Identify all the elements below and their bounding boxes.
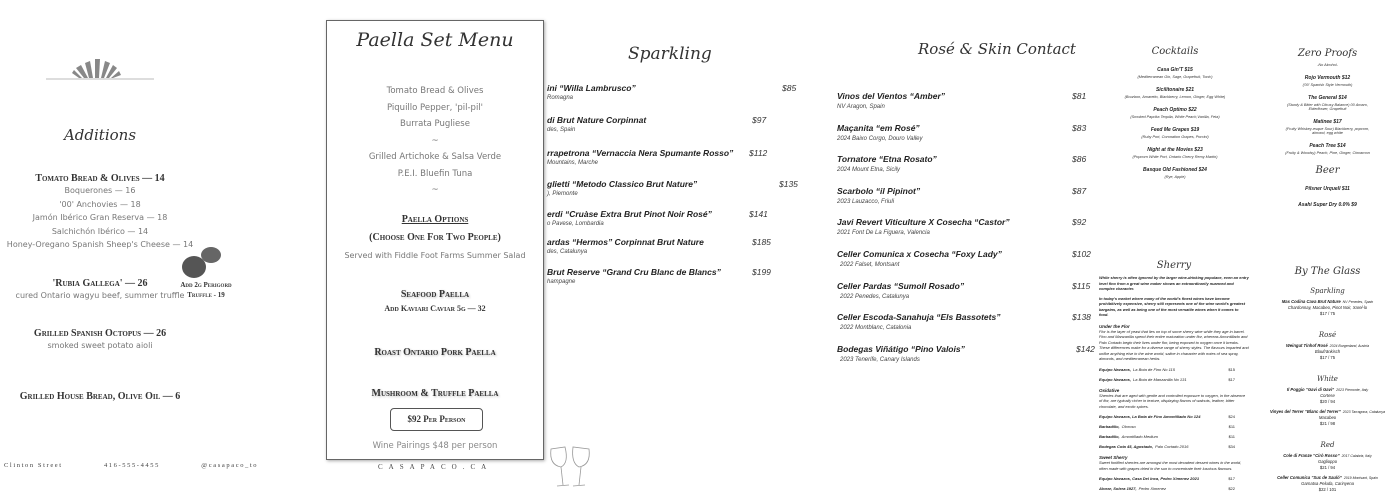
additions-list: [0, 167, 200, 402]
cocktail-desc: (Smoked Paprika Tequila, White Peach,Vanilla, Feta): [1130, 115, 1220, 119]
glass-wine: [1255, 409, 1400, 427]
sherry-wine-label: [1099, 476, 1201, 481]
sherry-producer: Bodegas Cota 45, Agostado,: [1099, 444, 1154, 449]
wine-price: $115: [1072, 280, 1091, 291]
wine-origin: 2022 Falset, Montsant: [840, 262, 900, 268]
sherry-price: $15: [1228, 366, 1235, 372]
sherry-wine-label: [1099, 444, 1188, 449]
cocktails-section: [1095, 46, 1255, 179]
wine-price: $138: [1072, 312, 1091, 323]
sherry-desc: Flor is the layer of yeast that lies on top of some sherry wine while they age in barrel. Fino and Manzanilla spend their entire maturation under flor, whereas Amontillado and Palo Cortado begin their lives under flor, being exposed to oxygen once it breaks. These differences make for a diverse range of sherry styles. The flavours imparted and unlike anything else in the wine world, saline in character with notes of sea spray, almonds, and mediterranean herbs.: [1099, 328, 1249, 361]
wine-origin: NV Aragon, Spain: [837, 104, 885, 110]
addition-subitem: Salchichón Ibérico — 14: [51, 226, 149, 236]
glass-section-heading: Rosé: [1318, 331, 1337, 339]
addition-item: Grilled House Bread, Olive Oil — 6: [19, 390, 181, 402]
sherry-wine-label: [1099, 367, 1175, 372]
cocktail-desc: (Popcorn White Port, Ontario Cherry Remy Martin): [1132, 155, 1218, 159]
beer-item: Pilsner Urquell $11: [1305, 186, 1350, 192]
addition-subitem: smoked sweet potato aioli: [47, 341, 153, 350]
sherry-wine-label: [1099, 377, 1187, 382]
wine-origin: 2021 Font De La Figuera, Valencia: [837, 230, 930, 237]
sherry-price: $34: [1228, 444, 1235, 449]
glass-wine-price: $20 / 94: [1319, 399, 1336, 404]
sherry-list: [1099, 324, 1249, 492]
glass-wine: [1255, 387, 1400, 405]
glass-wine-name: Vinyes del Terrer “Blanc del Terrer”: [1269, 409, 1341, 414]
spacer: [0, 302, 200, 322]
glass-wine-region: NV Penedes, Spain: [1342, 300, 1374, 304]
wine-name: di Brut Nature Corpinnat: [547, 115, 647, 125]
dish-mushroom: Mushroom & Truffle Paella: [371, 388, 499, 399]
cocktail-list: [1095, 67, 1255, 179]
options-note: Served with Fiddle Foot Farms Summer Salad: [344, 251, 526, 260]
addition-item: 'Rubia Gallega' — 26: [52, 277, 148, 289]
wine-name: erdi “Cruàse Extra Brut Pinot Noir Rosé”: [547, 209, 712, 219]
sherry-wine: [1099, 414, 1249, 419]
wine-origin: Mountains, Marche: [547, 160, 599, 166]
zero-proof-subtitle: -No Alcohol-: [1317, 63, 1338, 67]
zero-proof-desc: (Fruity & Woodsy) Peach, Pine, Ginger, Cinnamon: [1285, 151, 1370, 155]
glass-wine-grapes: Blaufränkisch: [1314, 349, 1341, 354]
wine-origin: ), Piemonte: [547, 191, 578, 197]
sherry-intro: In today's market where many of the world's finest wines have become prohibitively expensive, sherry still represents one of the wine world's greatest bargains, as well as being one of the most versatile wines when it comes to food.: [1099, 295, 1246, 317]
glass-wine-grapes: Gaglioppo: [1317, 459, 1338, 464]
wine-origin: des, Catalunya: [547, 249, 588, 255]
sherry-producer: Equipo Navazos,: [1099, 366, 1132, 372]
sherry-wine-name: La Bota de Manzanilla No 131: [1133, 376, 1187, 382]
cocktail-name: Sicilitonaire $21: [1155, 87, 1195, 93]
addition-subitem: Jamón Ibérico Gran Reserva — 18: [32, 213, 168, 222]
wine-name: Bodegas Viñátigo “Pino Valois”: [837, 343, 965, 354]
sparkling-title: Sparkling: [628, 44, 712, 64]
wine-origin: 2022 Montblanc, Catalonia: [840, 325, 912, 332]
addition-item: Tomato Bread & Olives — 14: [35, 173, 165, 184]
course-item: P.E.I. Bluefin Tuna: [397, 168, 473, 179]
additions-title: Additions: [63, 126, 137, 144]
sherry-wine-label: [1099, 434, 1158, 439]
glass-wine-price: $17 / 75: [1319, 311, 1336, 316]
course-item: Burrata Pugliese: [400, 119, 470, 129]
glass-wine-price: $21 / 98: [1319, 421, 1336, 426]
zero-proof-name: Peach Tree $14: [1309, 143, 1346, 149]
glass-section-heading: White: [1317, 375, 1338, 383]
sherry-price: $11: [1228, 424, 1235, 429]
wine-price: $185: [752, 237, 771, 247]
glass-wine-region: 2023 Piemonte, Italy: [1336, 388, 1369, 392]
dish-seafood: Seafood Paella: [400, 289, 470, 300]
wine-name: Celler Comunica x Cosecha “Foxy Lady”: [837, 249, 1002, 259]
glass-section-heading: Sparkling: [1310, 287, 1345, 295]
cocktail-name: Casa Gin'T $15: [1157, 67, 1193, 73]
sherry-wine: [1099, 434, 1249, 439]
sherry-producer: Alvear, Solera 1927,: [1099, 486, 1137, 491]
by-the-glass-list: [1255, 287, 1400, 493]
cocktails-title: Cocktails: [1151, 46, 1199, 57]
glass-wine: [1255, 299, 1400, 317]
glass-wine-region: 2024 Burgenland, Austria: [1329, 344, 1370, 348]
wine-name: Brut Reserve “Grand Cru Blanc de Blancs”: [547, 267, 721, 277]
wine-origin: 2024 Mount Etna, Sicily: [837, 167, 901, 174]
zero-proof-desc: (Sturdy & Bitter with Citrusy Balance) 00 Amaro, Elderflower, Grapefruit: [1287, 103, 1368, 111]
sherry-wine-name: Pedro Ximenez: [1138, 486, 1166, 491]
glass-wine-grapes: Garnatxa Peluda, Carinyena: [1301, 481, 1354, 486]
glass-wine-grapes: Cortese: [1320, 393, 1335, 398]
addition-subitem: cured Ontario wagyu beef, summer truffle: [15, 290, 185, 300]
wine-price: $141: [749, 209, 768, 219]
sherry-desc: Sherries that are aged with gentle and controlled exposure to oxygen, in the absence of flor, are typically richer in texture, displaying flavors of walnuts, leather, bitter chocolate, and exotic spices.: [1099, 392, 1246, 409]
cocktail-name: Peach Optimo $22: [1153, 107, 1197, 113]
sherry-wine-label: [1099, 486, 1166, 491]
sherry-heading: Sweet Sherry: [1099, 455, 1128, 460]
beer-item: Asahi Super Dry 0.0% $9: [1298, 202, 1357, 208]
address: Clinton Street: [4, 462, 63, 469]
sherry-intro: While sherry is often ignored by the larger wine-drinking populace, even an entry level fino from a great wine maker shows an extraordinarily nuanced and complex character.: [1099, 275, 1249, 291]
wine-origin: Romagna: [547, 95, 574, 101]
sherry-producer: Equipo Navazos, La Bota de Fino Amontillado No 124: [1099, 414, 1201, 419]
wine-price: $97: [752, 115, 767, 125]
wine-name: Scarbolo “il Pipinot”: [837, 185, 921, 196]
wine-origin: 2023 Lauzacco, Friuli: [837, 198, 895, 205]
cocktail-desc: (Bourbon, Amaretto, Blackberry, Lemon, Ginger, Egg White): [1124, 95, 1226, 99]
wine-price: $112: [749, 148, 768, 158]
sherry-price: $11: [1228, 434, 1235, 439]
zero-proof-section: [1255, 48, 1400, 208]
addition-subitem: '00' Anchovies — 18: [59, 199, 141, 209]
wine-origin: des, Spain: [547, 127, 576, 133]
course-item: Piquillo Pepper, 'pil-pil': [386, 102, 484, 113]
sherry-wine: [1099, 486, 1249, 491]
sherry-price: $17: [1228, 376, 1235, 382]
sherry-wine: [1099, 367, 1249, 372]
course-item: Tomato Bread & Olives: [386, 86, 484, 96]
sherry-producer: Barbadillo,: [1099, 424, 1120, 429]
spacer: [0, 353, 200, 385]
glass-wine-name: Weingut Tinhof Rosé: [1285, 343, 1328, 348]
sherry-wine-name: La Bota de Fino No 115: [1133, 366, 1175, 372]
cocktail-name: Night at the Movies $23: [1147, 147, 1203, 153]
wine-price: $102: [1072, 249, 1091, 259]
rose-title: Rosé & Skin Contact: [918, 40, 1076, 58]
zero-proof-name: Matinee $17: [1313, 119, 1342, 125]
sherry-producer: Barbadillo,: [1099, 434, 1120, 439]
zero-proof-title: Zero Proofs: [1297, 48, 1358, 59]
paella-options: [327, 211, 543, 399]
wine-price: $83: [1072, 122, 1087, 133]
wine-origin: 2023 Tenerife, Canary Islands: [840, 356, 920, 363]
wine-name: ardas “Hermos” Corpinnat Brut Nature: [547, 237, 704, 247]
truffle-addon-note: Add 2g Perigord Truffle - 19: [180, 281, 232, 299]
zero-proof-desc: (Fruity Whiskey-esque Sour) Blackberry, popcorn, almond, egg white: [1285, 127, 1370, 135]
glass-wine-region: 2023 Tarragona, Catalunya: [1342, 410, 1386, 414]
sherry-wine: [1099, 377, 1249, 382]
phone: 416-555-4455: [103, 462, 160, 469]
sherry-wine-label: [1099, 424, 1136, 429]
glass-wine-price: $17 / 75: [1319, 355, 1336, 360]
wine-name: Vinos del Vientos “Amber”: [837, 91, 946, 101]
glass-wine-name: Celler Comunica “Suc de Sauló”: [1277, 475, 1342, 480]
sherry-price: $17: [1228, 476, 1235, 481]
sherry-section: [1099, 260, 1249, 491]
glass-wine-name: Il Poggio “Gavi di Gavi”: [1286, 387, 1335, 392]
dish-pork: Roast Ontario Pork Paella: [374, 347, 496, 358]
glass-wine-region: 2017 Calabria, Italy: [1341, 454, 1372, 458]
sherry-wine-name: Oloroso: [1121, 424, 1136, 429]
price-per-person: $92 Per Person: [390, 408, 483, 431]
wine-origin: hampagne: [547, 279, 576, 285]
wine-price: $81: [1072, 91, 1087, 101]
wine-name: ini “Willa Lambrusco”: [547, 83, 636, 93]
addition-subitem: Honey-Oregano Spanish Sheep's Cheese — 14: [6, 240, 194, 249]
cocktail-desc: (Ruby Port, Coronation Grapes, Porcini): [1141, 135, 1209, 139]
wine-name: glietti “Metodo Classico Brut Nature”: [547, 179, 698, 189]
sherry-wine-name: Amontillado Medium: [1121, 434, 1158, 439]
zero-proof-name: Rojo Vermouth $12: [1304, 75, 1351, 81]
rose-page: [830, 0, 1095, 500]
glass-wine-grapes: Macabeo: [1318, 415, 1337, 420]
truffle-illustration-icon: [180, 245, 224, 281]
social-handle: @casapaco_to: [201, 462, 259, 469]
sherry-wine: [1099, 424, 1249, 429]
course-item: ~: [431, 135, 439, 146]
wine-price: $87: [1072, 185, 1087, 196]
addition-item: Grilled Spanish Octopus — 26: [33, 328, 167, 339]
paella-courses: [327, 83, 543, 199]
sherry-price: $24: [1228, 414, 1235, 419]
glass-wine-name: Mas Codina Cava Brut Nature: [1281, 299, 1341, 304]
sherry-desc: Sweet fortified sherries are amongst the most decadent dessert wines in the world, often made with grapes dried in the sun to concentrate their luscious flavours.: [1099, 460, 1242, 471]
addition-subitem: Boquerones — 16: [64, 186, 136, 195]
wine-price: $85: [782, 83, 797, 93]
sherry-producer: Equipo Navazos, Casa Del Inca, Pedro Ximenez 2021: [1099, 476, 1200, 481]
sherry-wine: [1099, 476, 1249, 481]
wine-origin: 2022 Penedes, Catalunya: [840, 293, 910, 300]
cocktail-desc: (Mediterranean Gin, Sage, Grapefruit, Tonic): [1137, 75, 1213, 79]
shell-logo-icon: [44, 56, 156, 82]
beer-title: Beer: [1315, 165, 1340, 176]
sherry-wine-label: [1099, 414, 1202, 419]
additions-page: [0, 0, 325, 500]
sherry-heading: Under the Flor: [1099, 323, 1130, 329]
wine-name: Javi Revert Viticulture X Cosecha “Castor”: [837, 217, 1010, 228]
wine-name: Celler Escoda-Sanahuja “Els Bassotets”: [837, 312, 1001, 323]
spacer: [0, 252, 200, 272]
wine-price: $135: [779, 179, 798, 189]
glass-wine-region: 2019 Montsant, Spain: [1343, 476, 1378, 480]
wine-origin: 2024 Baixo Corgo, Douro Valley: [837, 135, 923, 142]
cocktail-desc: (Rye, Apple): [1164, 175, 1186, 179]
sherry-title: Sherry: [1156, 260, 1192, 271]
by-the-glass-section: [1255, 266, 1400, 493]
glass-wine-name: Cole di Franze “Cirò Rosso”: [1283, 453, 1340, 458]
sherry-heading: Oxidative: [1099, 387, 1120, 393]
glass-wine: [1255, 343, 1400, 361]
wine-price: $86: [1072, 154, 1087, 165]
sherry-wine-name: Palo Cortado 2016: [1155, 444, 1189, 449]
glass-wine-price: $21 / 94: [1319, 465, 1336, 470]
options-subheading: (Choose One For Two People): [369, 232, 501, 243]
cocktail-name: Basque Old Fashioned $24: [1143, 167, 1207, 173]
wine-name: Tornatore “Etna Rosato”: [837, 154, 937, 165]
wine-name: Celler Pardas “Sumoll Rosado”: [837, 280, 965, 291]
website: CASAPACO.CA: [378, 463, 493, 471]
wine-price: $199: [752, 267, 771, 277]
cocktail-name: Feed Me Grapes $19: [1150, 127, 1200, 133]
contact-footer: [4, 462, 296, 469]
by-the-glass-title: By The Glass: [1294, 266, 1361, 277]
zero-proof-list: [1255, 75, 1400, 155]
zero-proof-desc: ('00' Spanish Style Vermouth): [1302, 83, 1353, 87]
options-heading: Paella Options: [401, 214, 469, 225]
course-item: ~: [431, 185, 439, 195]
wine-price: $92: [1072, 217, 1087, 228]
dish-addon: Add Kaviari Caviar 5g — 32: [384, 304, 486, 313]
glass-wine-grapes: Chardonnay, Macabeo, Pinot Noir, Xarel-lo: [1287, 305, 1368, 310]
course-item: Grilled Artichoke & Salsa Verde: [368, 152, 502, 162]
sherry-wine: [1099, 444, 1249, 449]
wine-name: Maçanita “em Rosé”: [837, 122, 920, 133]
paella-title: Paella Set Menu: [356, 29, 514, 51]
wine-pairing: Wine Pairings $48 per person: [372, 441, 498, 451]
wine-origin: o Pavese, Lombardia: [547, 221, 604, 227]
zero-proof-name: The General $14: [1308, 95, 1347, 101]
sparkling-page: [543, 0, 830, 500]
wine-name: rrapetrona “Vernaccia Nera Spumante Rosso”: [547, 148, 734, 158]
glass-wine: [1255, 475, 1400, 493]
glass-wine: [1255, 453, 1400, 471]
paella-set-menu: [326, 20, 544, 460]
glass-section-heading: Red: [1320, 441, 1335, 449]
sherry-producer: Equipo Navazos,: [1099, 376, 1132, 382]
glass-wine-price: $22 / 101: [1318, 487, 1337, 492]
wine-price: $142: [1076, 343, 1095, 354]
sherry-price: $22: [1228, 486, 1235, 491]
